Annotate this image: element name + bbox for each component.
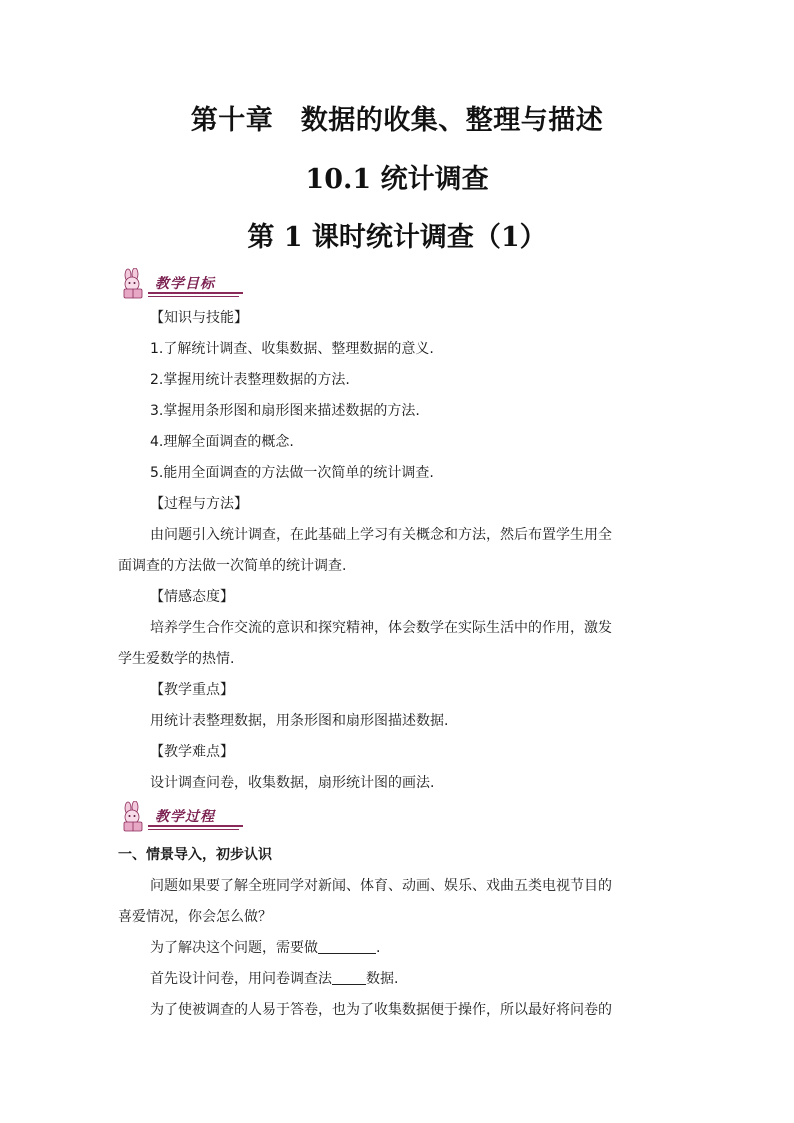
process-method-line-1: 由问题引入统计调查，在此基础上学习有关概念和方法，然后布置学生用全 [150, 527, 612, 543]
emotion-line-1: 培养学生合作交流的意识和探究精神，体会数学在实际生活中的作用，激发 [150, 620, 612, 636]
lesson-title: 第 1 课时统计调查（1） [247, 222, 547, 253]
fill-blank-line-1 [150, 938, 380, 958]
bunny-book-icon [118, 268, 152, 300]
goal-item-4: 4.理解全面调查的概念. [150, 434, 294, 450]
goals-section-heading [118, 268, 243, 300]
difficulty-label: 【教学难点】 [150, 744, 234, 760]
emotion-label: 【情感态度】 [150, 589, 234, 605]
goal-item-1: 1.了解统计调查、收集数据、整理数据的意义. [150, 341, 434, 357]
bunny-book-icon [118, 801, 152, 833]
process-method-line-2: 面调查的方法做一次简单的统计调查. [118, 558, 347, 574]
fill-blank-1-end: . [376, 940, 381, 956]
difficulty-text: 设计调查问卷，收集数据，扇形统计图的画法. [150, 775, 435, 791]
key-point-label: 【教学重点】 [150, 682, 234, 698]
question-line-1: 问题如果要了解全班同学对新闻、体育、动画、娱乐、戏曲五类电视节目的 [150, 878, 612, 894]
goal-item-3: 3.掌握用条形图和扇形图来描述数据的方法. [150, 403, 420, 419]
answer-blank-2[interactable] [332, 970, 366, 985]
part1-title: 一、情景导入，初步认识 [118, 847, 272, 863]
process-method-label: 【过程与方法】 [150, 496, 248, 512]
heading-underline-thin [148, 829, 239, 830]
key-point-text: 用统计表整理数据，用条形图和扇形图描述数据. [150, 713, 449, 729]
fill-blank-line-2 [150, 969, 398, 989]
emotion-line-2: 学生爱数学的热情. [118, 651, 235, 667]
fill-blank-1-text: 为了解决这个问题，需要做 [150, 940, 318, 956]
heading-underline-thin [148, 296, 239, 297]
fill-blank-2-text: 首先设计问卷，用问卷调查法 [150, 971, 332, 987]
process-heading-label: 教学过程 [155, 809, 215, 825]
answer-blank-1[interactable] [318, 939, 376, 954]
goals-heading-label: 教学目标 [155, 276, 215, 292]
heading-underline [148, 825, 243, 827]
chapter-title: 第十章 数据的收集、整理与描述 [190, 105, 604, 136]
question-line-2: 喜爱情况，你会怎么做？ [118, 909, 272, 925]
process-section-heading [118, 801, 243, 833]
heading-underline [148, 292, 243, 294]
goal-item-5: 5.能用全面调查的方法做一次简单的统计调查. [150, 465, 434, 481]
last-paragraph-line: 为了使被调查的人易于答卷，也为了收集数据便于操作，所以最好将问卷的 [150, 1002, 612, 1018]
section-title: 10.1 统计调查 [305, 164, 489, 195]
knowledge-label: 【知识与技能】 [150, 310, 248, 326]
goal-item-2: 2.掌握用统计表整理数据的方法. [150, 372, 350, 388]
fill-blank-2-end: 数据. [366, 971, 399, 987]
